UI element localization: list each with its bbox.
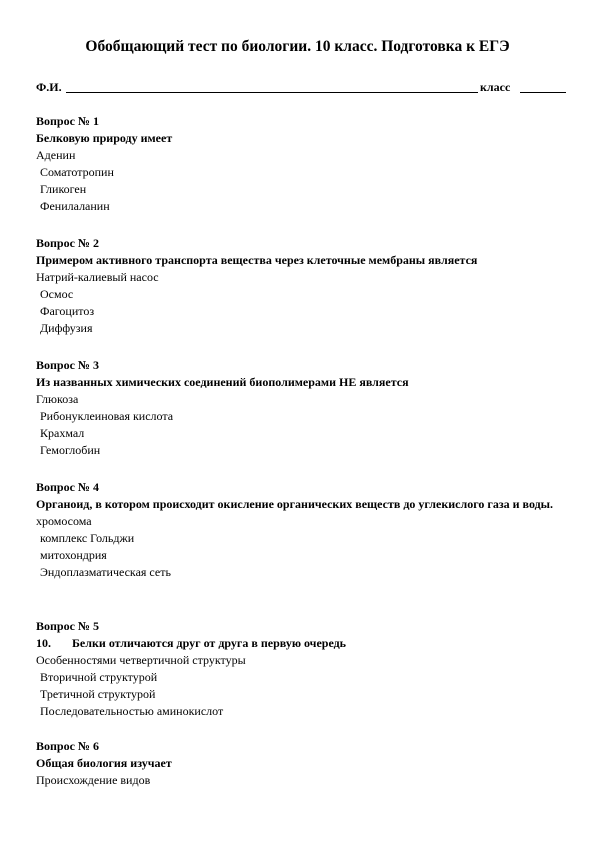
question-header: Вопрос № 2 [36, 236, 99, 250]
question-text: Органоид, в котором происходит окисление органических веществ до углекислого газа и воды. [36, 497, 554, 511]
question-text-row [36, 635, 566, 652]
answer-option[interactable]: Происхождение видов [36, 773, 151, 787]
answer-option[interactable]: Рибонуклеиновая кислота [40, 409, 174, 423]
question-text: Белковую природу имеет [36, 131, 173, 145]
question-text: Примером активного транспорта вещества через клеточные мембраны является [36, 253, 478, 267]
fio-label: Ф.И. [36, 80, 62, 94]
answer-option[interactable]: Фагоцитоз [40, 304, 95, 318]
class-field[interactable] [520, 80, 566, 93]
question-4 [36, 479, 566, 581]
answer-option[interactable]: Диффузия [40, 321, 93, 335]
question-5 [36, 618, 566, 720]
question-1 [36, 113, 566, 215]
answer-option[interactable]: Аденин [36, 148, 76, 162]
answer-option[interactable]: Эндоплазматическая сеть [40, 565, 171, 579]
answer-option[interactable]: Соматотропин [40, 165, 114, 179]
answer-option[interactable]: Глюкоза [36, 392, 79, 406]
question-header: Вопрос № 1 [36, 114, 99, 128]
answer-option[interactable]: Третичной структурой [40, 687, 156, 701]
question-text: Общая биология изучает [36, 756, 172, 770]
question-header: Вопрос № 5 [36, 619, 99, 633]
question-text: Белки отличаются друг от друга в первую очередь [72, 636, 347, 650]
answer-option[interactable]: Последовательностью аминокислот [40, 704, 224, 718]
question-header: Вопрос № 6 [36, 739, 99, 753]
answer-option[interactable]: митохондрия [40, 548, 107, 562]
answer-option[interactable]: Натрий-калиевый насос [36, 270, 159, 284]
answer-option[interactable]: Осмос [40, 287, 74, 301]
question-header: Вопрос № 3 [36, 358, 99, 372]
answer-option[interactable]: хромосома [36, 514, 92, 528]
question-6 [36, 738, 566, 789]
name-class-row [36, 80, 536, 96]
answer-option[interactable]: Фенилаланин [40, 199, 110, 213]
answer-option[interactable]: Гемоглобин [40, 443, 101, 457]
answer-option[interactable]: Гликоген [40, 182, 87, 196]
question-3 [36, 357, 566, 459]
answer-option[interactable]: комплекс Гольджи [40, 531, 135, 545]
fio-field[interactable] [66, 80, 478, 93]
answer-option[interactable]: Вторичной структурой [40, 670, 158, 684]
question-text: Из названных химических соединений биополимерами НЕ является [36, 375, 409, 389]
question-header: Вопрос № 4 [36, 480, 99, 494]
question-2 [36, 235, 566, 337]
answer-option[interactable]: Крахмал [40, 426, 85, 440]
question-number-lead: 10. [36, 636, 51, 650]
class-label: класс [480, 80, 511, 94]
page-title: Обобщающий тест по биологии. 10 класс. Подготовка к ЕГЭ [85, 38, 510, 55]
answer-option[interactable]: Особенностями четвертичной структуры [36, 653, 246, 667]
